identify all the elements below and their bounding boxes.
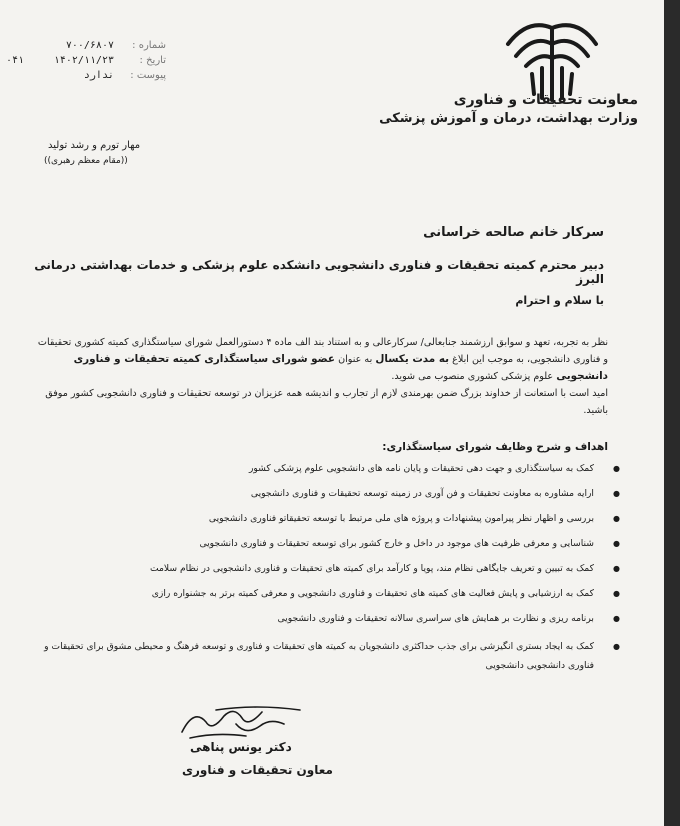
number-label: شماره :: [132, 40, 166, 51]
date-suffix: ۰۴۱: [6, 55, 25, 66]
list-item: ● برنامه ریزی و نظارت بر همایش های سراسری سالانه تحقیقات و فناوری دانشجویی: [36, 612, 620, 625]
duties-title: اهداف و شرح وظایف شورای سیاستگذاری:: [382, 441, 608, 453]
attachment-label: پیوست :: [130, 70, 166, 81]
date-label: تاریخ :: [139, 55, 166, 66]
letter-body: [36, 334, 608, 419]
motto-source: ((مقام معظم رهبری)): [44, 156, 128, 166]
list-item: ● کمک به ارزشیابی و پایش فعالیت های کمیته های تحقیقات و فناوری دانشجویی و معرفی کمیته برتر به جشنواره رازی: [36, 587, 620, 600]
signer-name: دکتر یونس پناهی: [190, 740, 292, 754]
list-item: ● کمک به سیاستگذاری و جهت دهی تحقیقات و پایان نامه های دانشجویی علوم پزشکی کشور: [36, 462, 620, 475]
list-item: ● بررسی و اظهار نظر پیرامون پیشنهادات و پروژه های ملی مرتبط با توسعه تحقیقاتو فناوری دانشجویی: [36, 512, 620, 525]
attachment-row: [6, 70, 166, 85]
date-row: [6, 55, 166, 70]
list-item: ● کمک به ایجاد بستری انگیزشی برای جذب حداکثری دانشجویان به کمیته های تحقیقات و فناوری و توسعه فرهنگ و محیطی مشوق برای تحقیقات و فناوری دانشجویی دانشجویی: [36, 637, 620, 675]
motto-title: مهار تورم و رشد تولید: [48, 140, 141, 151]
recipient-title: دبیر محترم کمیته تحقیقات و فناوری دانشجویی دانشکده علوم پزشکی و خدمات بهداشتی درمانی البرز: [34, 258, 604, 286]
list-item: ● ارایه مشاوره به معاونت تحقیقات و فن آوری در زمینه توسعه تحقیقات و فناوری دانشجویی: [36, 487, 620, 500]
closing-paragraph: امید است با استعانت از خداوند بزرگ ضمن بهرمندی لازم از تجارب و اندیشه همه عزیزان در توسعه تحقیقات و فناوری دانشجویی کشور موفق باشید.: [45, 388, 608, 416]
duties-list: [36, 462, 620, 687]
date-value: ۱۴۰۲/۱۱/۲۳: [53, 55, 114, 66]
duration-text: به مدت یکسال: [375, 353, 450, 365]
number-value: ۷۰۰/۶۸۰۷: [65, 40, 114, 51]
ministry-name: وزارت بهداشت، درمان و آموزش پزشکی: [379, 111, 638, 126]
list-item: ● شناسایی و معرفی ظرفیت های موجود در داخل و خارج کشور برای توسعه تحقیقات و فناوری دانشجویی: [36, 537, 620, 550]
position-text: عضو شورای سیاستگذاری کمیته تحقیقات و فناوری دانشجویی: [73, 353, 608, 382]
greeting: با سلام و احترام: [515, 294, 604, 307]
attachment-value: ندارد: [83, 70, 114, 81]
number-row: [6, 40, 166, 55]
organization-name: معاونت تحقیقات و فناوری: [453, 92, 638, 108]
list-item: ● کمک به تبیین و تعریف جایگاهی نظام مند، پویا و کارآمد برای کمیته های تحقیقات و فناوری دانشجویی در نظام سلامت: [36, 562, 620, 575]
letter-meta: [6, 40, 166, 85]
appointment-paragraph: نظر به تجربه، تعهد و سوابق ارزشمند جنابعالی/ سرکارعالی و به استناد بند الف ماده ۴ دستورالعمل شورای سیاستگذاری کمیته کشوری تحقیقات و فناوری دانشجویی، به موجب این ابلاغ به مدت یکسال به عنوان عضو شورای سیاستگذاری کمیته تحقیقات و فناوری دانشجویی علوم پزشکی کشوری منصوب می شوید.: [37, 337, 608, 382]
signer-role: معاون تحقیقات و فناوری: [182, 763, 333, 777]
recipient-name: سرکار خانم صالحه خراسانی: [423, 225, 604, 240]
